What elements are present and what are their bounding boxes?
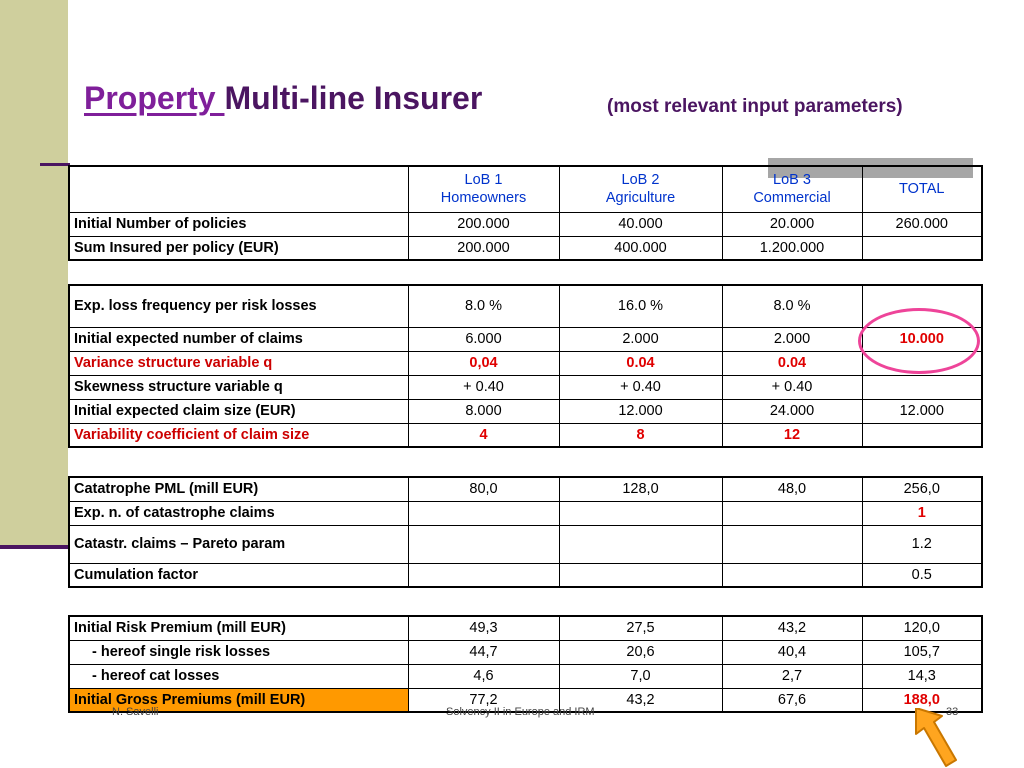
row-label: Catastr. claims – Pareto param [69,525,408,563]
cell-lob3: 2.000 [722,327,862,351]
table-premiums [68,615,983,713]
cell-lob1: 4,6 [408,664,559,688]
title-part2: Multi-line Insurer [224,80,483,116]
row-label: Initial Risk Premium (mill EUR) [69,616,408,640]
cell-lob1 [408,501,559,525]
cell-total: 12.000 [862,399,982,423]
cell-lob1: 80,0 [408,477,559,501]
cell-lob2: 20,6 [559,640,722,664]
header-lob2-line1: LoB 2 [621,172,660,189]
cell-lob3: 40,4 [722,640,862,664]
cell-lob2: 400.000 [559,236,722,260]
cell-total: 260.000 [862,212,982,236]
row-label: Exp. loss frequency per risk losses [69,285,408,327]
row-label-rest: PML (mill EUR) [150,481,259,498]
row-label: Variance structure variable q [69,351,408,375]
cell-lob2: 43,2 [559,688,722,712]
cell-total [862,285,982,327]
table-row [69,563,982,587]
header-lob3-line2: Commercial [753,190,831,207]
table-row [69,212,982,236]
cell-lob3: + 0.40 [722,375,862,399]
slide-subtitle: (most relevant input parameters) [607,96,903,117]
cell-lob3 [722,501,862,525]
row-label: - hereof single risk losses [69,640,408,664]
table-row [69,375,982,399]
cell-lob2: 7,0 [559,664,722,688]
header-lob2-line2: Agriculture [605,190,676,207]
slide-title [84,80,482,124]
row-label: Variability coefficient of claim size [69,423,408,447]
cell-total: 10.000 [862,327,982,351]
cell-lob3: 48,0 [722,477,862,501]
cell-total [862,351,982,375]
table-row [69,399,982,423]
cell-lob2 [559,525,722,563]
cell-lob2: 8 [559,423,722,447]
row-label: Initial expected claim size (EUR) [69,399,408,423]
divider-line-bottom [0,545,70,549]
row-label-red-part: Catatrophe [74,481,151,498]
cell-lob3: 67,6 [722,688,862,712]
table-row [69,236,982,260]
table-row [69,477,982,501]
table-row [69,640,982,664]
cell-total: 1.2 [862,525,982,563]
row-label [69,477,408,501]
header-lob3-line1: LoB 3 [773,172,811,189]
header-lob2 [559,166,722,212]
cell-lob1: 6.000 [408,327,559,351]
cell-lob3: 24.000 [722,399,862,423]
header-lob3 [722,166,862,212]
cell-lob2: 2.000 [559,327,722,351]
cell-lob3 [722,563,862,587]
row-label: Skewness structure variable q [69,375,408,399]
sidebar-bar [0,0,68,548]
cell-lob3: 43,2 [722,616,862,640]
cell-lob3: 2,7 [722,664,862,688]
cell-lob3: 12 [722,423,862,447]
footer-author: N. Savelli [112,706,159,718]
cell-lob2: 16.0 % [559,285,722,327]
row-label: Initial Gross Premiums (mill EUR) [69,688,408,712]
row-label: Cumulation factor [69,563,408,587]
cell-lob3: 0.04 [722,351,862,375]
cell-lob3: 20.000 [722,212,862,236]
table-row [69,616,982,640]
cell-lob1: 4 [408,423,559,447]
table-row [69,351,982,375]
cell-lob2: 12.000 [559,399,722,423]
header-lob1-line1: LoB 1 [464,172,503,189]
cell-lob1: 49,3 [408,616,559,640]
cell-total: 14,3 [862,664,982,688]
header-empty-cell [69,166,408,212]
cell-lob1: 44,7 [408,640,559,664]
table-row [69,525,982,563]
cell-total: 120,0 [862,616,982,640]
row-label: Initial Number of policies [69,212,408,236]
cell-lob1: 200.000 [408,236,559,260]
cell-lob3: 1.200.000 [722,236,862,260]
cell-lob1: + 0.40 [408,375,559,399]
row-label: Initial expected number of claims [69,327,408,351]
cell-lob2: 0.04 [559,351,722,375]
footer-title: Solvency II in Europe and IRM [446,706,595,718]
header-lob1 [408,166,559,212]
table-row [69,423,982,447]
cell-total: 0.5 [862,563,982,587]
cell-total [862,236,982,260]
cell-total [862,375,982,399]
cell-lob2: 40.000 [559,212,722,236]
cell-lob1 [408,563,559,587]
table-row [69,285,982,327]
cell-lob2: 128,0 [559,477,722,501]
row-label: Exp. n. of catastrophe claims [69,501,408,525]
arrow-up-icon [908,708,958,768]
cell-lob1: 8.0 % [408,285,559,327]
cell-total: 1 [862,501,982,525]
cell-total: 105,7 [862,640,982,664]
footer-page-number: 33 [946,706,959,718]
divider-line-top [40,163,70,166]
header-row [69,166,982,212]
cell-lob2: + 0.40 [559,375,722,399]
cell-lob1: 77,2 [408,688,559,712]
cell-lob1 [408,525,559,563]
cell-lob3 [722,525,862,563]
table-policies [68,165,983,261]
row-label: - hereof cat losses [69,664,408,688]
table-row [69,664,982,688]
cell-lob1: 8.000 [408,399,559,423]
header-total: TOTAL [862,166,982,212]
table-claims [68,284,983,448]
cell-lob3: 8.0 % [722,285,862,327]
header-lob1-line2: Homeowners [440,190,527,207]
cell-lob2 [559,563,722,587]
cell-lob1: 200.000 [408,212,559,236]
table-catastrophe [68,476,983,588]
table-row [69,327,982,351]
cell-lob2: 27,5 [559,616,722,640]
cell-total: 256,0 [862,477,982,501]
cell-lob1: 0,04 [408,351,559,375]
row-label: Sum Insured per policy (EUR) [69,236,408,260]
cell-lob2 [559,501,722,525]
cell-total [862,423,982,447]
cell-total: 188,0 [862,688,982,712]
table-row [69,501,982,525]
title-part1: Property [84,80,225,116]
